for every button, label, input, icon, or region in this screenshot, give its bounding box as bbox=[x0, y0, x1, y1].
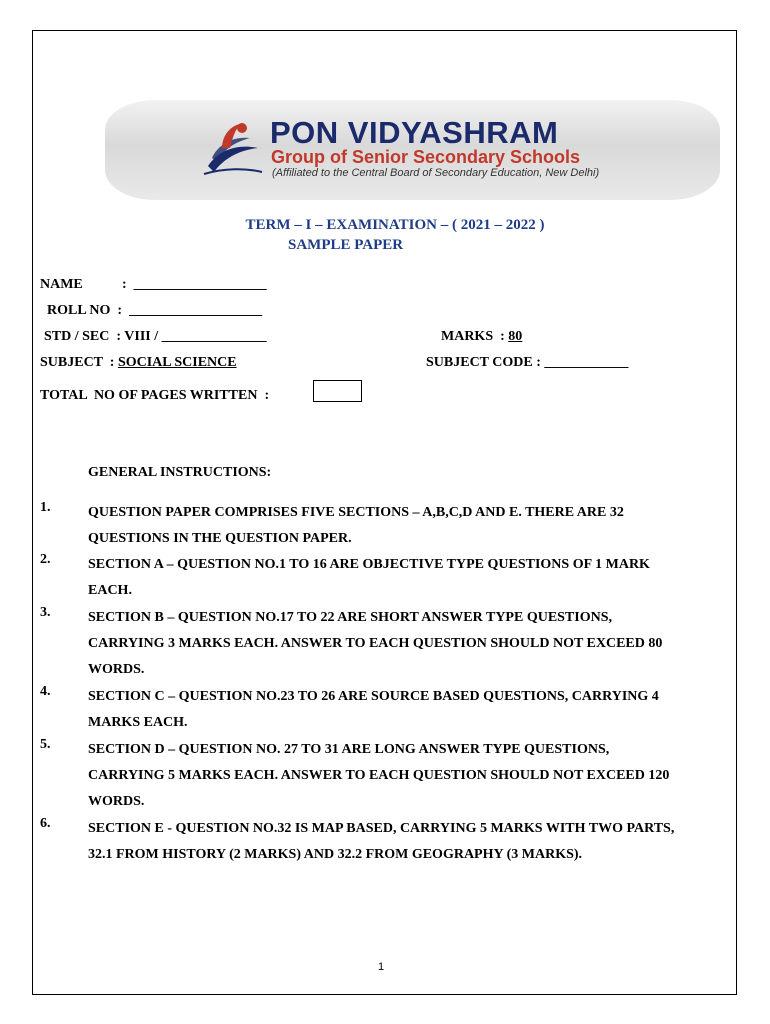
item-text: SECTION D – QUESTION NO. 27 TO 31 ARE LONG ANSWER TYPE QUESTIONS, CARRYING 5 MARKS EACH. ANSWER TO EACH QUESTION SHOULD NOT EXCEED 120 WORDS. bbox=[88, 742, 670, 809]
marks-value: 80 bbox=[508, 329, 523, 344]
subject-field bbox=[40, 355, 237, 371]
item-number: 4. bbox=[40, 684, 51, 699]
page-number: 1 bbox=[378, 961, 385, 973]
school-logo-icon bbox=[200, 118, 265, 178]
item-number: 3. bbox=[40, 605, 51, 620]
subject-code-field[interactable]: SUBJECT CODE : ____________ bbox=[426, 355, 629, 370]
total-pages-label: TOTAL NO OF PAGES WRITTEN : bbox=[40, 388, 270, 403]
item-number: 1. bbox=[40, 500, 51, 515]
total-pages-box[interactable] bbox=[313, 380, 362, 402]
subject-label: SUBJECT : bbox=[40, 355, 118, 370]
item-text: SECTION E - QUESTION NO.32 IS MAP BASED, CARRYING 5 MARKS WITH TWO PARTS, 32.1 FROM HISTORY (2 MARKS) AND 32.2 FROM GEOGRAPHY (3 MARKS). bbox=[88, 821, 675, 862]
instructions-heading: GENERAL INSTRUCTIONS: bbox=[88, 465, 272, 480]
marks-field bbox=[441, 329, 522, 345]
logo-school-name: PON VIDYASHRAM bbox=[270, 115, 559, 150]
std-sec-field[interactable]: STD / SEC : VIII / _______________ bbox=[44, 329, 267, 344]
name-field[interactable]: : ___________________ bbox=[122, 277, 267, 292]
item-number: 5. bbox=[40, 737, 51, 752]
item-number: 2. bbox=[40, 552, 51, 567]
logo-tagline: Group of Senior Secondary Schools bbox=[271, 147, 581, 167]
exam-title: TERM – I – EXAMINATION – ( 2021 – 2022 ) bbox=[245, 217, 545, 233]
logo-affiliation: (Affiliated to the Central Board of Secondary Education, New Delhi) bbox=[272, 167, 600, 179]
item-text: SECTION A – QUESTION NO.1 TO 16 ARE OBJECTIVE TYPE QUESTIONS OF 1 MARK EACH. bbox=[88, 557, 650, 598]
item-text: SECTION B – QUESTION NO.17 TO 22 ARE SHORT ANSWER TYPE QUESTIONS, CARRYING 3 MARKS EACH. ANSWER TO EACH QUESTION SHOULD NOT EXCEED 80 WORDS. bbox=[88, 610, 663, 677]
roll-no-field[interactable]: ROLL NO : ___________________ bbox=[47, 303, 263, 318]
item-number: 6. bbox=[40, 816, 51, 831]
marks-label: MARKS : bbox=[441, 329, 509, 344]
item-text: QUESTION PAPER COMPRISES FIVE SECTIONS – A,B,C,D AND E. THERE ARE 32 QUESTIONS IN THE QUESTION PAPER. bbox=[88, 505, 624, 546]
name-label: NAME bbox=[40, 277, 83, 292]
exam-subtitle: SAMPLE PAPER bbox=[288, 237, 404, 253]
subject-value: SOCIAL SCIENCE bbox=[117, 355, 237, 370]
item-text: SECTION C – QUESTION NO.23 TO 26 ARE SOURCE BASED QUESTIONS, CARRYING 4 MARKS EACH. bbox=[88, 689, 659, 730]
